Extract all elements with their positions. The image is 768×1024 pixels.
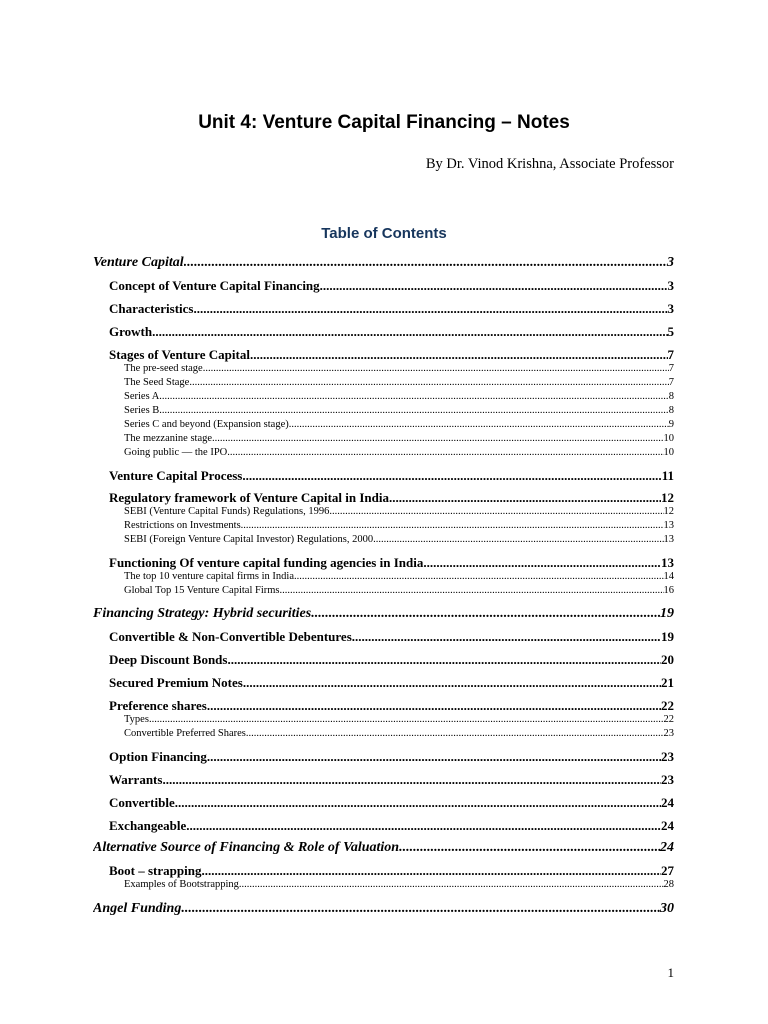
toc-entry[interactable]	[93, 840, 674, 856]
toc-entry[interactable]	[109, 863, 674, 879]
toc-leader	[227, 447, 663, 458]
toc-leader	[193, 301, 667, 317]
toc-entry-title: Growth	[109, 324, 153, 339]
toc-entry-title: The pre-seed stage	[124, 363, 203, 374]
toc-entry-title: Venture Capital	[93, 255, 184, 270]
toc-leader	[159, 391, 668, 402]
toc-leader	[329, 506, 663, 517]
toc-entry-page: 11	[661, 468, 674, 483]
toc-entry-page: 7	[668, 363, 674, 374]
toc-entry-page: 7	[667, 347, 674, 362]
toc-entry[interactable]	[93, 901, 674, 917]
toc-leader	[184, 255, 667, 271]
toc-entry[interactable]	[109, 278, 674, 294]
toc-entry-title: Series C and beyond (Expansion stage)	[124, 419, 289, 430]
toc-leader	[181, 901, 660, 917]
toc-entry-page: 21	[661, 675, 674, 690]
toc-entry-title: Types	[124, 714, 149, 725]
toc-leader	[243, 675, 661, 691]
toc-leader	[241, 520, 664, 531]
toc-entry[interactable]	[109, 675, 674, 691]
toc-entry-title: Concept of Venture Capital Financing	[109, 278, 320, 293]
toc-leader	[207, 749, 661, 765]
toc-entry-title: SEBI (Venture Capital Funds) Regulations, 1996	[124, 506, 330, 517]
toc-entry[interactable]	[124, 571, 674, 582]
toc-entry-title: Global Top 15 Venture Capital Firms	[124, 585, 280, 596]
toc-entry-page: 24	[660, 840, 674, 855]
toc-leader	[152, 324, 667, 340]
toc-entry[interactable]	[124, 714, 674, 725]
toc-entry-page: 24	[661, 795, 674, 810]
toc-entry-page: 20	[661, 652, 674, 667]
toc-entry-page: 3	[667, 301, 674, 316]
toc-leader	[186, 818, 661, 834]
toc-entry[interactable]	[109, 324, 674, 340]
toc-entry[interactable]	[93, 255, 674, 271]
toc-entry[interactable]	[109, 301, 674, 317]
toc-entry-title: Restrictions on Investments	[124, 520, 241, 531]
document-title: Unit 4: Venture Capital Financing – Notes	[198, 112, 570, 133]
toc-entry-title: Alternative Source of Financing & Role of Valuation	[93, 840, 400, 855]
toc-entry-title: Convertible & Non-Convertible Debentures	[109, 629, 352, 644]
toc-entry-page: 3	[667, 255, 674, 270]
toc-leader	[246, 728, 664, 739]
toc-leader	[389, 490, 661, 506]
toc-entry-page: 22	[663, 714, 674, 725]
page-number: 1	[667, 965, 674, 980]
toc-entry-page: 12	[661, 490, 674, 505]
toc-entry-page: 8	[668, 405, 674, 416]
toc-entry[interactable]	[124, 534, 674, 545]
toc-entry[interactable]	[124, 363, 674, 374]
toc-entry-title: Preference shares	[109, 698, 207, 713]
toc-leader	[289, 419, 669, 430]
toc-entry-page: 5	[667, 324, 674, 339]
toc-leader	[162, 772, 661, 788]
toc-leader	[159, 405, 668, 416]
toc-entry[interactable]	[124, 419, 674, 430]
toc-entry-page: 19	[661, 629, 674, 644]
toc-entry-page: 10	[663, 433, 674, 444]
toc-entry-page: 10	[663, 447, 674, 458]
toc-entry-title: Examples of Bootstrapping	[124, 879, 239, 890]
toc-leader	[201, 863, 661, 879]
toc-entry-title: The Seed Stage	[124, 377, 190, 388]
toc-entry-title: Convertible	[109, 795, 175, 810]
toc-entry[interactable]	[109, 818, 674, 834]
toc-entry-page: 23	[661, 749, 674, 764]
toc-entry-title: Boot – strapping	[109, 863, 202, 878]
toc-entry-page: 23	[661, 772, 674, 787]
toc-leader	[280, 585, 664, 596]
toc-entry[interactable]	[124, 506, 674, 517]
toc-entry-title: Option Financing	[109, 749, 207, 764]
toc-entry-title: The mezzanine stage	[124, 433, 213, 444]
toc-entry-title: Functioning Of venture capital funding agencies in India	[109, 555, 424, 570]
toc-leader	[207, 698, 661, 714]
toc-entry[interactable]	[109, 490, 674, 506]
toc-entry-title: Convertible Preferred Shares	[124, 728, 246, 739]
toc-entry-title: Venture Capital Process	[109, 468, 243, 483]
toc-entry[interactable]	[93, 606, 674, 622]
toc-entry[interactable]	[109, 698, 674, 714]
toc-entry[interactable]	[109, 795, 674, 811]
toc-entry[interactable]	[124, 447, 674, 458]
toc-entry[interactable]	[109, 347, 674, 363]
toc-entry-title: Regulatory framework of Venture Capital in India	[109, 490, 389, 505]
toc-entry-page: 16	[663, 585, 674, 596]
toc-entry-page: 13	[663, 534, 674, 545]
toc-entry-page: 30	[660, 901, 674, 916]
toc-entry-page: 24	[661, 818, 674, 833]
toc-leader	[242, 468, 661, 484]
toc-entry-title: The top 10 venture capital firms in India	[124, 571, 294, 582]
toc-entry-page: 19	[660, 606, 674, 621]
toc-entry[interactable]	[109, 629, 674, 645]
toc-entry[interactable]	[124, 879, 674, 890]
toc-entry[interactable]	[124, 433, 674, 444]
toc-entry[interactable]	[109, 468, 674, 484]
toc-entry[interactable]	[109, 749, 674, 765]
toc-entry-title: Stages of Venture Capital	[109, 347, 250, 362]
toc-entry-page: 28	[663, 879, 674, 890]
toc-leader	[250, 347, 668, 363]
toc-entry[interactable]	[124, 585, 674, 596]
toc-entry-title: Series A	[124, 391, 160, 402]
toc-leader	[239, 879, 664, 890]
toc-entry-title: Series B	[124, 405, 160, 416]
author-line: By Dr. Vinod Krishna, Associate Professor	[425, 156, 674, 172]
toc-entry[interactable]	[124, 405, 674, 416]
toc-entry-page: 13	[663, 520, 674, 531]
toc-leader	[423, 555, 661, 571]
toc-entry-page: 3	[667, 278, 674, 293]
toc-entry-title: Deep Discount Bonds	[109, 652, 228, 667]
toc-entry-page: 13	[661, 555, 674, 570]
toc-entry-page: 14	[663, 571, 674, 582]
toc-entry-page: 7	[668, 377, 674, 388]
toc-entry-title: Exchangeable	[109, 818, 187, 833]
toc-entry-page: 27	[661, 863, 674, 878]
toc-entry[interactable]	[124, 391, 674, 402]
toc-leader	[352, 629, 661, 645]
toc-entry[interactable]	[124, 728, 674, 739]
toc-leader	[373, 534, 663, 545]
toc-entry[interactable]	[109, 555, 674, 571]
toc-leader	[149, 714, 664, 725]
toc-leader	[175, 795, 661, 811]
toc-entry[interactable]	[109, 652, 674, 668]
toc-entry-page: 23	[663, 728, 674, 739]
toc-leader	[212, 433, 663, 444]
toc-entry-title: Financing Strategy: Hybrid securities	[93, 606, 312, 621]
toc-entry-page: 12	[663, 506, 674, 517]
toc-entry-title: Warrants	[109, 772, 163, 787]
toc-leader	[399, 840, 660, 856]
toc-entry-title: Characteristics	[109, 301, 194, 316]
toc-leader	[311, 606, 660, 622]
toc-entry-page: 22	[661, 698, 674, 713]
toc-heading: Table of Contents	[321, 225, 447, 242]
toc-entry[interactable]	[124, 520, 674, 531]
toc-leader	[189, 377, 668, 388]
toc-entry-title: SEBI (Foreign Venture Capital Investor) Regulations, 2000	[124, 534, 374, 545]
toc-entry-page: 9	[668, 419, 674, 430]
toc-leader	[294, 571, 664, 582]
toc-entry[interactable]	[109, 772, 674, 788]
toc-entry-title: Going public — the IPO	[124, 447, 228, 458]
toc-leader	[227, 652, 661, 668]
toc-leader	[320, 278, 668, 294]
toc-entry[interactable]	[124, 377, 674, 388]
toc-leader	[203, 363, 669, 374]
toc-entry-title: Secured Premium Notes	[109, 675, 243, 690]
toc-entry-page: 8	[668, 391, 674, 402]
toc-entry-title: Angel Funding	[93, 901, 182, 916]
